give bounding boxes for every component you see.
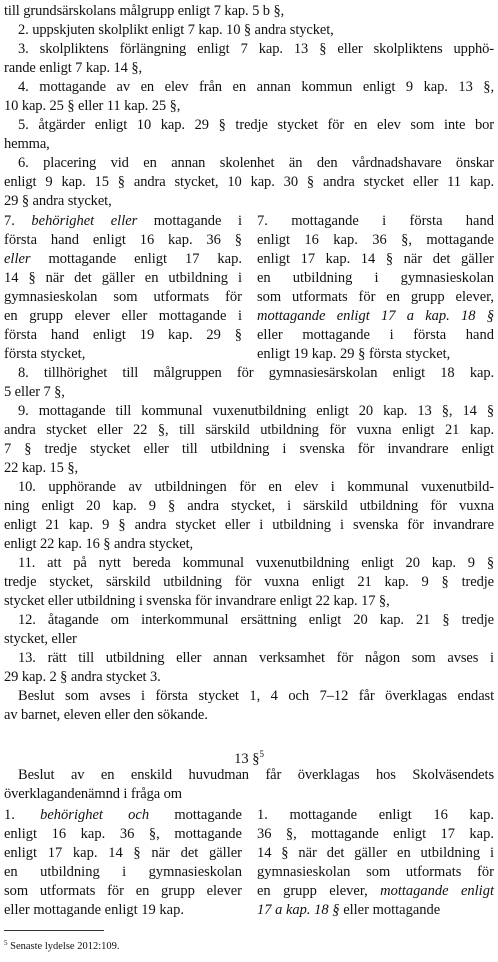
right-column-line [257,806,494,825]
left-column-line [4,901,242,920]
right-column-line [257,307,494,326]
plain-text: 1. mottagande enligt 16 kap. [257,807,494,823]
italic-text: behörighet och [40,807,150,823]
plain-text: en grupp elever, [257,883,381,899]
text-line: andra stycket eller 22 §, till särskild utbildning för vuxna enligt 21 kap. [4,422,494,438]
text-line: Beslut som avses i första stycket 1, 4 och 7–12 får överklagas endast [18,688,494,704]
text-line: 11. att på nytt bereda kommunal vuxenutbildning enligt 20 kap. 9 § [18,555,494,571]
italic-text: 17 a kap. 18 § [257,902,340,918]
italic-text: mottagande enligt 17 a kap. 18 § [257,308,494,324]
text-line: 5 eller 7 §, [4,384,65,400]
plain-text: 14 § när det gäller en utbildning i [4,270,242,286]
text-line: till grundsärskolans målgrupp enligt 7 kap. 5 b §, [4,3,285,19]
right-column-line [257,250,494,269]
left-column-line [4,825,242,844]
plain-text: mottagande i [137,213,242,229]
text-line: 9. mottagande till kommunal vuxenutbildning enligt 20 kap. 13 §, 14 § [18,403,494,419]
plain-text: enligt 16 kap. 36 §, mottagande [257,232,494,248]
text-line: tredje stycket, särskild utbildning för vuxna enligt 21 kap. 9 § tredje [4,574,494,590]
right-column-line [257,882,494,901]
footnote-divider [4,930,104,931]
plain-text: mottagande [149,807,242,823]
plain-text: en utbildning i gymnasieskolan [257,270,494,286]
right-column-line [257,901,494,920]
left-column-line [4,863,242,882]
plain-text: en utbildning i gymnasieskolan [4,864,242,880]
text-line: 7 § tredje stycket eller till utbildning i svenska för invandrare enligt [4,441,494,457]
text-line: stycket, eller [4,631,77,647]
text-line: enligt 9 kap. 15 § andra stycket, 10 kap. 30 § andra stycket eller 11 kap. [4,174,494,190]
right-column-line [257,231,494,250]
left-column-line [4,882,242,901]
left-column-line [4,326,242,345]
plain-text: första hand enligt 16 kap. 36 § [4,232,242,248]
footnote-ref: 5 [259,749,264,759]
plain-text: gymnasieskolan som utformats för [257,864,494,880]
plain-text: 7. [4,213,32,229]
right-column-line [257,863,494,882]
text-line: av barnet, eleven eller den sökande. [4,707,208,723]
plain-text: enligt 19 kap. 29 § första stycket, [257,346,451,362]
plain-text: eller mottagande i första hand [257,327,494,343]
right-column-line [257,212,494,231]
left-column-line [4,307,242,326]
left-column-line [4,231,242,250]
left-column-line [4,806,242,825]
text-line: 2. uppskjuten skolplikt enligt 7 kap. 10 § andra stycket, [18,22,334,38]
plain-text: som utformats för en grupp elever [4,883,242,899]
text-line: 29 § andra stycket, [4,193,112,209]
footnote [4,937,119,953]
text-line: 12. åtagande om interkommunal ersättning enligt 20 kap. 21 § tredje [18,612,494,628]
text-line: 10. upphörande av utbildningen för en elev i kommunal vuxenutbild- [18,479,494,495]
right-column-line [257,825,494,844]
text-line: 13. rätt till utbildning eller annan verksamhet för någon som avses i [18,650,494,666]
plain-text: mottagande enligt 17 kap. [30,251,242,267]
plain-text: 7. mottagande i första hand [257,213,494,229]
text-line: hemma, [4,136,50,152]
right-column-line [257,269,494,288]
text-line: 4. mottagande av en elev från en annan kommun enligt 9 kap. 13 §, [18,79,494,95]
left-column-line [4,269,242,288]
right-column-line [257,288,494,307]
right-column-line [257,844,494,863]
left-column-line [4,212,242,231]
text-line: 22 kap. 15 §, [4,460,79,476]
plain-text: enligt 17 kap. 14 § när det gäller [257,251,494,267]
italic-text: eller [4,251,31,267]
plain-text: eller mottagande enligt 19 kap. [4,902,184,918]
plain-text: enligt 17 kap. 14 § när det gäller [4,845,242,861]
plain-text: 36 §, mottagande enligt 17 kap. [257,826,494,842]
plain-text: eller mottagande [339,902,441,918]
plain-text: som utformats för en grupp elever, [257,289,494,305]
italic-text: mottagande enligt [380,883,494,899]
plain-text: 14 § när det gäller en utbildning i [257,845,494,861]
text-line: enligt 21 kap. 9 § andra stycket eller i utbildning i svenska för invandrare [4,517,494,533]
plain-text: enligt 16 kap. 36 §, mottagande [4,826,242,842]
right-column-line [257,345,494,364]
plain-text: gymnasieskolan som utformats för [4,289,242,305]
plain-text: 1. [4,807,41,823]
text-line: rande enligt 7 kap. 14 §, [4,60,143,76]
text-line: 8. tillhörighet till målgruppen för gymnasiesärskolan enligt 18 kap. [18,365,494,381]
text-line: 5. åtgärder enligt 10 kap. 29 § tredje stycket för en elev som inte bor [18,117,494,133]
right-column-line [257,326,494,345]
left-column-line [4,844,242,863]
text-line: enligt 22 kap. 16 § andra stycket, [4,536,194,552]
footnote-marker: 5 [4,939,8,947]
text-line: ning enligt 20 kap. 9 § andra stycket, i särskild utbildning för vuxna [4,498,494,514]
italic-text: behörighet eller [31,213,138,229]
text-line: stycket eller utbildning i svenska för invandrare enligt 22 kap. 17 §, [4,593,390,609]
plain-text: första stycket, [4,346,86,362]
section-number: 13 § [234,751,260,767]
left-column-line [4,288,242,307]
text-line: 6. placering vid en annan skolenhet än den vårdnadshavare önskar [18,155,494,171]
text-line: överklagandenämnd i fråga om [4,786,182,802]
text-line: Beslut av en enskild huvudman får överklagas hos Skolväsendets [18,767,494,783]
text-line: 29 kap. 2 § andra stycket 3. [4,669,161,685]
text-line: 3. skolpliktens förlängning enligt 7 kap. 13 § eller skolpliktens upphö- [18,41,494,57]
left-column-line [4,345,242,364]
plain-text: första hand enligt 19 kap. 29 § [4,327,242,343]
plain-text: en grupp elever eller mottagande i [4,308,242,324]
text-line: 10 kap. 25 § eller 11 kap. 25 §, [4,98,181,114]
footnote-text: Senaste lydelse 2012:109. [7,941,120,952]
left-column-line [4,250,242,269]
